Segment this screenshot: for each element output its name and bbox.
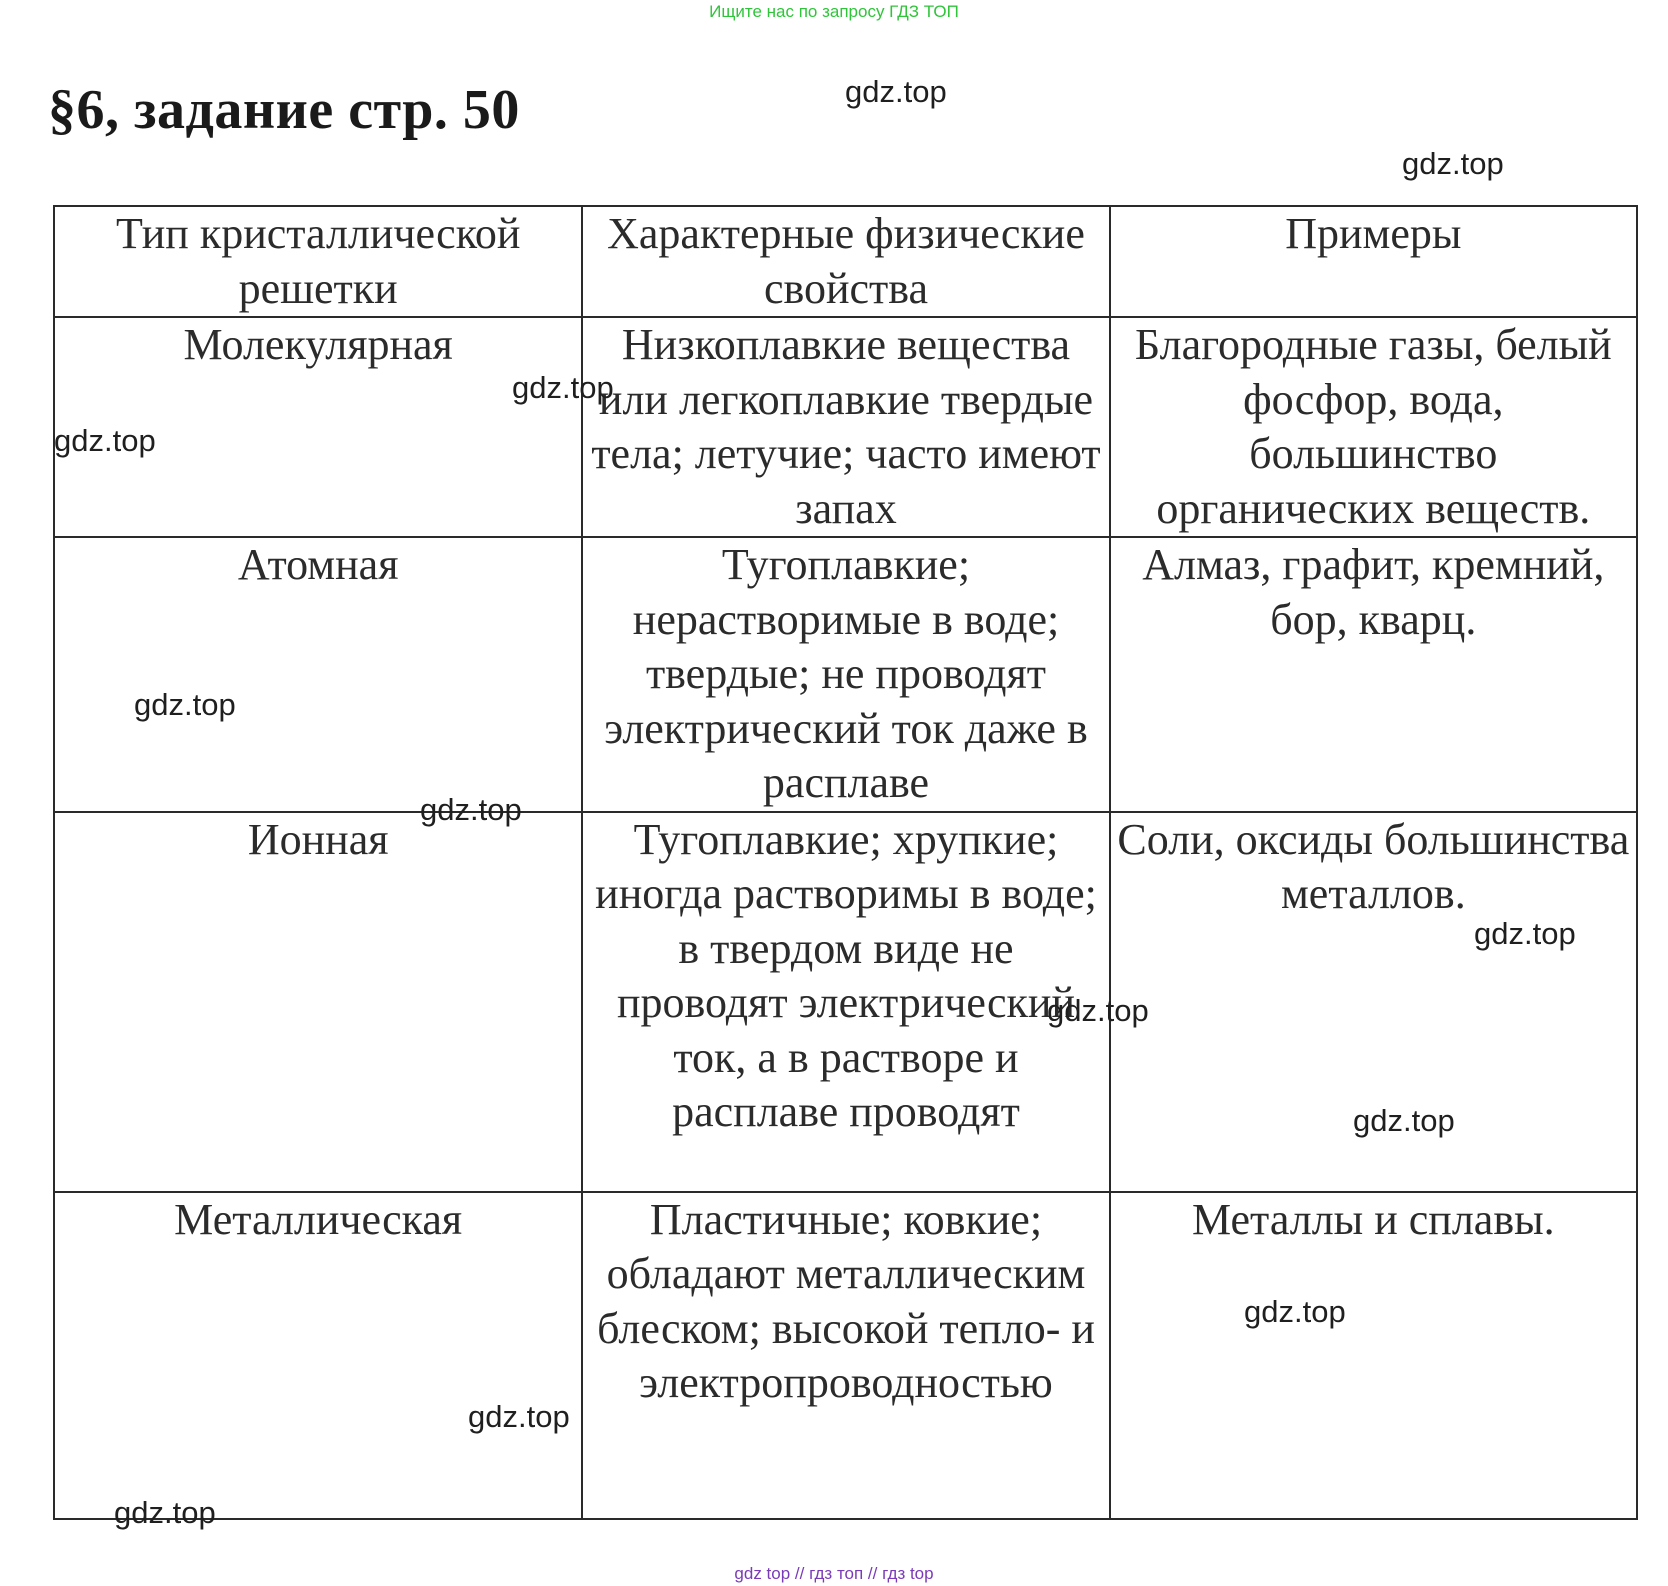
cell-examples: Алмаз, графит, кремний, бор, кварц. (1110, 537, 1637, 812)
top-banner: Ищите нас по запросу ГДЗ ТОП (709, 2, 959, 21)
watermark: gdz.top (420, 792, 522, 827)
watermark: gdz.top (54, 423, 156, 458)
cell-lattice-type: Ионная (54, 812, 582, 1192)
cell-properties: Тугоплавкие; хрупкие; иногда растворимы в воде; в твердом виде не проводят электрический ток, а в растворе и расплаве проводят (582, 812, 1109, 1192)
watermark: gdz.top (1047, 993, 1149, 1028)
watermark: gdz.top (1402, 146, 1504, 181)
table-header-row (54, 206, 1637, 317)
cell-lattice-type: Атомная (54, 537, 582, 812)
watermark: gdz.top (468, 1399, 570, 1434)
footer-links: gdz top // гдз топ // гдз top (734, 1564, 934, 1583)
cell-properties: Низкоплавкие вещества или легкоплавкие твердые тела; летучие; часто имеют запах (582, 317, 1109, 537)
table-row (54, 537, 1637, 812)
cell-examples: Благородные газы, белый фосфор, вода, большинство органических веществ. (1110, 317, 1637, 537)
table-row (54, 1192, 1637, 1519)
watermark: gdz.top (134, 687, 236, 722)
table-row (54, 317, 1637, 537)
page-title: §6, задание стр. 50 (48, 79, 520, 141)
cell-properties: Тугоплавкие; нерастворимые в воде; твердые; не проводят электрический ток даже в расплаве (582, 537, 1109, 812)
header-examples: Примеры (1110, 206, 1637, 317)
watermark: gdz.top (845, 74, 947, 109)
watermark: gdz.top (114, 1495, 216, 1530)
watermark: gdz.top (1353, 1103, 1455, 1138)
header-lattice-type: Тип кристаллической решетки (54, 206, 582, 317)
crystal-lattice-table (53, 205, 1638, 1520)
watermark: gdz.top (1244, 1294, 1346, 1329)
header-physical-properties: Характерные физические свойства (582, 206, 1109, 317)
cell-examples: Металлы и сплавы. (1110, 1192, 1637, 1519)
watermark: gdz.top (512, 370, 614, 405)
cell-lattice-type: Металлическая (54, 1192, 582, 1519)
cell-lattice-type: Молекулярная (54, 317, 582, 537)
watermark: gdz.top (1474, 916, 1576, 951)
cell-examples: Соли, оксиды большинства металлов. (1110, 812, 1637, 1192)
cell-properties: Пластичные; ковкие; обладают металлическим блеском; высокой тепло- и электропроводностью (582, 1192, 1109, 1519)
